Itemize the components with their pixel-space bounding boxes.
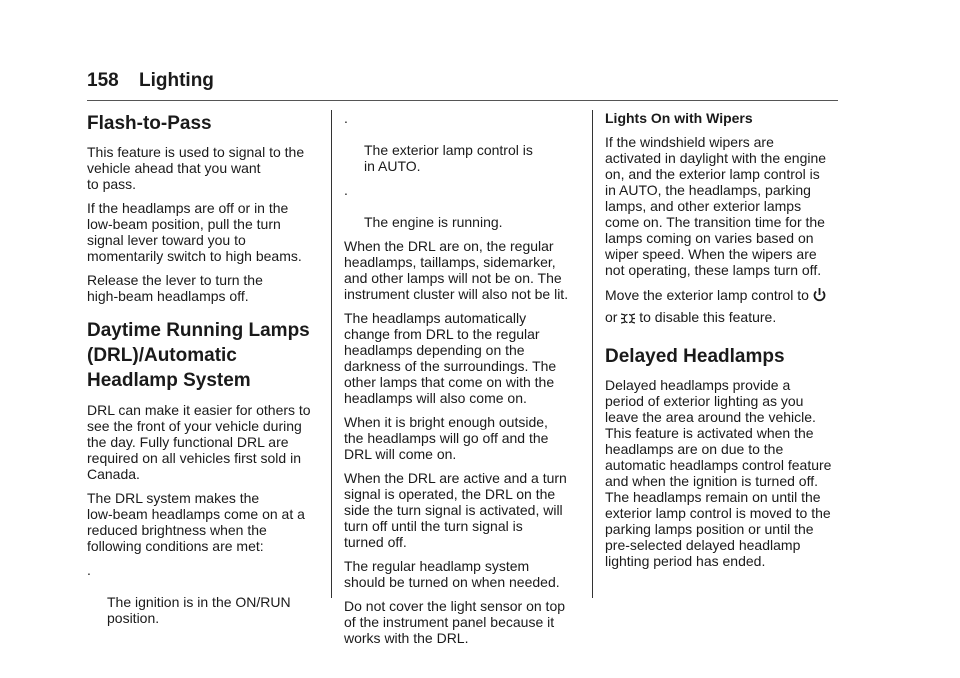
paragraph: Release the lever to turn the high-beam headlamps off.: [87, 272, 263, 304]
paragraph: If the headlamps are off or in the low-beam position, pull the turn signal lever toward you to momentarily switch to high beams.: [87, 200, 302, 264]
paragraph: DRL can make it easier for others to see the front of your vehicle during the day. Fully functional DRL are required on all vehicles first sold in Canada.: [87, 402, 311, 482]
paragraph: Do not cover the light sensor on top of the instrument panel because it works with the DRL.: [344, 598, 566, 646]
paragraph: The headlamps automatically change from DRL to the regular headlamps depending on the darkness of the surroundings. The other lamps that come on with the headlamps will also come on.: [344, 310, 557, 406]
paragraph-text: Move the exterior lamp control to: [605, 287, 813, 303]
column-divider: [331, 110, 332, 598]
paragraph: [605, 286, 840, 330]
lights-on-with-wipers-heading: Lights On with Wipers: [605, 110, 753, 126]
paragraph: This feature is used to signal to the vehicle ahead that you want to pass.: [87, 144, 305, 192]
paragraph: If the windshield wipers are activated in daylight with the engine on, and the exterior lamp control is in AUTO, the headlamps, parking lamps, and other exterior lamps come on. The transition time for the lamps coming on varies based on wiper speed. When the wipers are not operating, these lamps turn off.: [605, 134, 827, 278]
paragraph: When the DRL are on, the regular headlamps, taillamps, sidemarker, and other lamps will not be on. The instrument cluster will also not be lit.: [344, 238, 569, 302]
drl-heading: Daytime Running Lamps (DRL)/Automatic Headlamp System: [87, 320, 310, 391]
column-3: [605, 110, 840, 577]
column-2: [344, 110, 584, 654]
list-item-text: The exterior lamp control is in AUTO.: [364, 142, 533, 174]
column-1: [87, 110, 327, 634]
paragraph: The regular headlamp system should be turned on when needed.: [344, 558, 560, 590]
header-rule: [87, 100, 838, 101]
list-item: [344, 182, 584, 230]
column-divider: [592, 110, 593, 598]
bullet-marker: .: [344, 182, 348, 198]
parking-lamps-icon: [621, 311, 635, 330]
flash-to-pass-heading: Flash-to-Pass: [87, 113, 212, 134]
page-number: 158: [87, 70, 119, 91]
bullet-marker: .: [87, 562, 91, 578]
paragraph-text: to disable this feature.: [635, 309, 777, 325]
section-title: Lighting: [139, 70, 214, 91]
paragraph-text: or: [605, 309, 622, 325]
delayed-headlamps-heading: Delayed Headlamps: [605, 346, 785, 367]
list-item-text: The ignition is in the ON/RUN position.: [107, 594, 291, 626]
list-item-text: The engine is running.: [364, 214, 503, 230]
page-header: [87, 70, 837, 100]
power-icon: [813, 287, 826, 308]
paragraph: Delayed headlamps provide a period of exterior lighting as you leave the area around the vehicle. This feature is activated when the headlamps are on due to the automatic headlamps control feature and when the ignition is turned off. The headlamps remain on until the exterior lamp control is moved to the parking lamps position or until the pre-selected delayed headlamp lighting period has ended.: [605, 377, 832, 569]
list-item: [344, 110, 584, 174]
paragraph: The DRL system makes the low-beam headlamps come on at a reduced brightness when the following conditions are met:: [87, 490, 305, 554]
list-item: [87, 562, 327, 626]
bullet-marker: .: [344, 110, 348, 126]
paragraph: When it is bright enough outside, the headlamps will go off and the DRL will come on.: [344, 414, 549, 462]
paragraph: When the DRL are active and a turn signal is operated, the DRL on the side the turn signal is activated, will turn off until the turn signal is turned off.: [344, 470, 567, 550]
